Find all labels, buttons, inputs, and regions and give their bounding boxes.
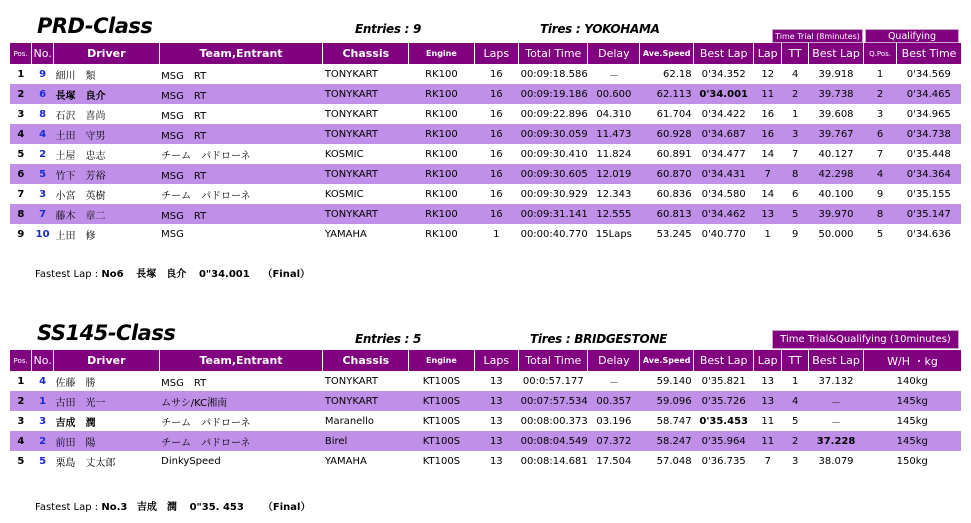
cell-laps: 16 (489, 188, 503, 200)
cell-q-pos: 3 (876, 108, 884, 120)
cell-lap: 1 (764, 228, 771, 240)
cell-delay: 00.357 (588, 391, 640, 411)
cell-driver: 土田 守男 (54, 124, 160, 144)
cell-best-lap: 0'34.580 (701, 188, 746, 200)
table-row (10, 144, 961, 164)
prd-qualifying-header: Qualifying (865, 29, 959, 43)
cell-weight: 145kg (896, 415, 928, 427)
cell-chassis: Birel (323, 431, 409, 451)
cell-q-pos: 8 (864, 204, 897, 224)
col-laps: Laps (474, 350, 519, 371)
cell-engine: RK100 (425, 228, 458, 240)
cell-total-time: 00:09:18.586 (520, 68, 588, 80)
cell-tt-best-lap: 39.918 (818, 68, 854, 80)
cell-chassis: TONYKART (323, 204, 409, 224)
col-engine: Engine (409, 350, 474, 371)
table-row (10, 204, 961, 224)
cell-team: MSG RT (159, 204, 323, 224)
cell-best-time: 0'35.448 (906, 148, 951, 160)
table-row (10, 184, 961, 204)
cell-laps: 16 (489, 108, 503, 120)
cell-best-time: 0'35.155 (906, 188, 951, 200)
col-delay: Delay (588, 350, 640, 371)
cell-laps: 16 (474, 84, 519, 104)
cell-pos: 2 (10, 391, 32, 411)
table-row (10, 84, 961, 104)
cell-pos: 4 (10, 124, 32, 144)
cell-best-lap: 0'35.821 (701, 375, 746, 387)
cell-tt-best-lap: － (809, 391, 864, 411)
cell-delay: 12.019 (588, 164, 640, 184)
table-row (10, 224, 961, 244)
cell-lap: 13 (761, 375, 775, 387)
cell-delay: － (608, 377, 619, 389)
cell-tt: 1 (791, 108, 799, 120)
cell-best-time: 0'34.636 (906, 228, 951, 240)
cell-pos: 9 (17, 228, 25, 240)
cell-best-lap: 0'34.687 (694, 124, 754, 144)
cell-ave-speed: 57.048 (656, 455, 692, 467)
cell-lap: 13 (754, 204, 782, 224)
cell-best-lap: 0'35.453 (699, 415, 748, 427)
cell-tt-best-lap: 40.100 (818, 188, 854, 200)
cell-best-lap: 0'34.352 (701, 68, 746, 80)
table-row (10, 391, 961, 411)
cell-driver: 佐藤 勝 (55, 377, 96, 389)
cell-no: 6 (32, 84, 54, 104)
cell-delay: 00.600 (588, 84, 640, 104)
cell-best-lap: 0'34.462 (694, 204, 754, 224)
col-tt: TT (782, 350, 809, 371)
cell-chassis: TONYKART (324, 375, 378, 387)
col-weight: W/H ・kg (864, 350, 962, 371)
cell-tt-best-lap: 39.970 (809, 204, 864, 224)
cell-pos: 5 (17, 148, 25, 160)
cell-total-time: 00:09:30.410 (520, 148, 588, 160)
col-best-lap: Best Lap (694, 350, 754, 371)
fastest-driver: 長塚 良介 (136, 269, 187, 280)
cell-lap: 11 (754, 84, 782, 104)
cell-team: MSG RT (159, 124, 323, 144)
fastest-label: Fastest Lap : (35, 502, 102, 513)
cell-laps: 13 (474, 391, 519, 411)
cell-ave-speed: 60.870 (640, 164, 694, 184)
cell-pos: 1 (17, 68, 25, 80)
cell-chassis: TONYKART (323, 164, 409, 184)
ss145-results-table (10, 350, 961, 471)
cell-weight: 145kg (864, 431, 962, 451)
cell-driver: 石沢 喜尚 (55, 110, 106, 122)
cell-best-time: 0'34.465 (897, 84, 961, 104)
cell-chassis: TONYKART (323, 84, 409, 104)
cell-tt: 5 (782, 204, 809, 224)
ss145-header-row (10, 350, 961, 371)
cell-delay: 03.196 (596, 415, 632, 427)
cell-total-time: 00:09:22.896 (520, 108, 588, 120)
cell-weight: 140kg (896, 375, 928, 387)
fastest-time: 0"34.001 (198, 269, 250, 280)
cell-tt-best-lap: 42.298 (809, 164, 864, 184)
cell-best-time: 0'34.965 (906, 108, 951, 120)
cell-no: 7 (32, 204, 54, 224)
cell-tt: 1 (791, 375, 799, 387)
fastest-no: No6 (101, 269, 124, 280)
cell-best-lap: 0'35.964 (694, 431, 754, 451)
cell-engine: RK100 (409, 204, 474, 224)
cell-tt: 5 (791, 415, 799, 427)
cell-team: チーム パドローネ (161, 190, 251, 202)
ss145-entries: Entries : 5 (355, 332, 421, 346)
cell-no: 3 (39, 188, 47, 200)
cell-weight: 145kg (864, 391, 962, 411)
cell-chassis: TONYKART (324, 68, 378, 80)
cell-ave-speed: 53.245 (656, 228, 692, 240)
cell-q-pos: 7 (876, 148, 884, 160)
cell-delay: 15Laps (595, 228, 632, 240)
col-q-pos: Q.Pos. (864, 43, 897, 64)
cell-engine: RK100 (425, 148, 458, 160)
cell-tt: 2 (782, 84, 809, 104)
cell-laps: 13 (489, 375, 503, 387)
cell-lap: 11 (754, 431, 782, 451)
cell-laps: 16 (489, 68, 503, 80)
cell-lap: 16 (761, 108, 775, 120)
cell-best-time: 0'34.364 (897, 164, 961, 184)
cell-lap: 13 (754, 391, 782, 411)
cell-tt: 4 (782, 391, 809, 411)
cell-no: 10 (35, 228, 50, 240)
prd-header-row (10, 43, 961, 64)
cell-total-time: 00:09:31.141 (519, 204, 588, 224)
table-row (10, 411, 961, 431)
cell-chassis: YAMAHA (324, 455, 367, 467)
cell-delay: 04.310 (596, 108, 632, 120)
cell-laps: 13 (474, 431, 519, 451)
cell-chassis: TONYKART (323, 124, 409, 144)
cell-engine: RK100 (425, 188, 458, 200)
cell-engine: RK100 (409, 84, 474, 104)
table-row (10, 124, 961, 144)
cell-q-pos: 4 (864, 164, 897, 184)
cell-no: 8 (39, 108, 47, 120)
cell-lap: 7 (764, 455, 771, 467)
cell-tt: 6 (791, 188, 799, 200)
cell-best-time: 0'34.569 (906, 68, 951, 80)
cell-no: 3 (39, 415, 47, 427)
cell-total-time: 00:00:40.770 (520, 228, 588, 240)
cell-pos: 3 (17, 415, 25, 427)
col-tt-best-lap: Best Lap (809, 350, 864, 371)
col-laps: Laps (474, 43, 519, 64)
cell-delay: 12.555 (588, 204, 640, 224)
fastest-driver: 吉成 潤 (136, 502, 177, 513)
cell-tt: 3 (782, 124, 809, 144)
cell-team: MSG RT (161, 70, 207, 82)
cell-total-time: 00:07:57.534 (519, 391, 588, 411)
cell-delay: 17.504 (596, 455, 632, 467)
cell-team: MSG (161, 228, 184, 240)
col-delay: Delay (588, 43, 640, 64)
cell-chassis: YAMAHA (324, 228, 367, 240)
cell-pos: 8 (10, 204, 32, 224)
cell-engine: KT100S (409, 431, 474, 451)
cell-pos: 5 (17, 455, 25, 467)
col-lap: Lap (754, 350, 782, 371)
col-ave-speed: Ave.Speed (640, 43, 694, 64)
cell-lap: 14 (761, 188, 775, 200)
col-best-lap: Best Lap (694, 43, 754, 64)
cell-lap: 12 (761, 68, 775, 80)
fastest-note: （Final） (262, 502, 311, 513)
cell-tt: 4 (791, 68, 799, 80)
cell-tt-best-lap: 37.132 (818, 375, 854, 387)
prd-fastest-lap (35, 265, 310, 280)
table-row (10, 64, 961, 84)
cell-ave-speed: 58.747 (656, 415, 692, 427)
cell-best-time: 0'35.147 (897, 204, 961, 224)
cell-pos: 7 (17, 188, 25, 200)
cell-engine: KT100S (422, 455, 461, 467)
cell-best-time: 0'34.738 (897, 124, 961, 144)
cell-total-time: 00:09:30.605 (519, 164, 588, 184)
col-ave-speed: Ave.Speed (640, 350, 694, 371)
cell-total-time: 00:09:19.186 (519, 84, 588, 104)
cell-no: 9 (39, 68, 47, 80)
cell-laps: 13 (489, 415, 503, 427)
cell-no: 2 (39, 148, 47, 160)
col-driver: Driver (54, 350, 160, 371)
cell-delay: 07.372 (588, 431, 640, 451)
cell-delay: 12.343 (596, 188, 632, 200)
col-team: Team,Entrant (159, 43, 323, 64)
cell-driver: 小宮 英樹 (55, 190, 106, 202)
cell-driver: 竹下 芳裕 (54, 164, 160, 184)
cell-tt-best-lap: 39.738 (809, 84, 864, 104)
ss145-tt-qualifying-header: Time Trial&Qualifying (10minutes) (772, 330, 959, 349)
cell-laps: 16 (489, 148, 503, 160)
cell-laps: 16 (474, 204, 519, 224)
cell-best-lap: 0'34.422 (701, 108, 746, 120)
ss145-fastest-lap (35, 498, 310, 513)
cell-delay: 11.824 (596, 148, 632, 160)
cell-best-lap: 0'34.001 (694, 84, 754, 104)
cell-pos: 1 (17, 375, 25, 387)
ss145-tires: Tires : BRIDGESTONE (530, 332, 668, 346)
cell-lap: 11 (761, 415, 775, 427)
prd-time-trial-header: Time Trial (8minutes) (772, 29, 863, 43)
cell-ave-speed: 58.247 (640, 431, 694, 451)
cell-q-pos: 5 (876, 228, 884, 240)
cell-ave-speed: 60.928 (640, 124, 694, 144)
table-row (10, 451, 961, 471)
cell-pos: 2 (10, 84, 32, 104)
ss145-class-title: SS145-Class (37, 321, 176, 345)
cell-team: チーム パドローネ (159, 431, 323, 451)
cell-no: 5 (39, 455, 47, 467)
cell-tt-best-lap: 38.079 (818, 455, 854, 467)
cell-pos: 6 (10, 164, 32, 184)
cell-engine: RK100 (425, 108, 458, 120)
cell-tt-best-lap: 40.127 (818, 148, 854, 160)
cell-delay: 11.473 (588, 124, 640, 144)
cell-laps: 13 (489, 455, 503, 467)
cell-total-time: 00:09:30.059 (519, 124, 588, 144)
col-tt-best-lap: Best Lap (809, 43, 864, 64)
cell-tt: 7 (791, 148, 799, 160)
cell-total-time: 00:08:00.373 (520, 415, 588, 427)
cell-team: MSG RT (161, 377, 207, 389)
cell-tt: 8 (782, 164, 809, 184)
cell-engine: RK100 (409, 124, 474, 144)
cell-team: MSG RT (159, 84, 323, 104)
cell-laps: 16 (474, 164, 519, 184)
cell-chassis: KOSMIC (324, 188, 364, 200)
cell-tt-best-lap: 39.767 (809, 124, 864, 144)
cell-weight: 150kg (896, 455, 928, 467)
cell-chassis: TONYKART (324, 108, 378, 120)
cell-total-time: 00:08:14.681 (520, 455, 588, 467)
cell-driver: 上田 修 (55, 230, 96, 242)
table-row (10, 371, 961, 391)
fastest-no: No.3 (101, 502, 128, 513)
fastest-label: Fastest Lap : (35, 269, 102, 280)
cell-lap: 14 (761, 148, 775, 160)
cell-q-pos: 1 (876, 68, 884, 80)
cell-pos: 4 (10, 431, 32, 451)
cell-tt: 2 (782, 431, 809, 451)
col-total-time: Total Time (519, 350, 588, 371)
col-pos: Pos. (10, 43, 32, 64)
cell-best-lap: 0'34.431 (694, 164, 754, 184)
cell-total-time: 00:08:04.549 (519, 431, 588, 451)
prd-tires: Tires : YOKOHAMA (540, 22, 660, 36)
col-lap: Lap (754, 43, 782, 64)
table-row (10, 104, 961, 124)
cell-tt-best-lap: － (831, 417, 842, 429)
cell-team: MSG RT (159, 164, 323, 184)
cell-total-time: 00:0:57.177 (522, 375, 584, 387)
cell-driver: 藤木 章二 (54, 204, 160, 224)
col-best-time: Best Time (897, 43, 961, 64)
cell-q-pos: 9 (876, 188, 884, 200)
cell-team: チーム パドローネ (161, 417, 251, 429)
col-no: No. (32, 43, 54, 64)
col-no: No. (32, 350, 54, 371)
cell-laps: 16 (474, 124, 519, 144)
col-pos: Pos. (10, 350, 32, 371)
col-chassis: Chassis (323, 350, 409, 371)
cell-best-lap: 0'34.477 (701, 148, 746, 160)
cell-driver: 前田 陽 (54, 431, 160, 451)
cell-driver: 栗島 丈太郎 (55, 457, 116, 469)
col-team: Team,Entrant (159, 350, 323, 371)
cell-no: 2 (32, 431, 54, 451)
cell-pos: 3 (17, 108, 25, 120)
fastest-time: 0"35. 453 (189, 502, 244, 513)
cell-chassis: Maranello (324, 415, 374, 427)
cell-ave-speed: 61.704 (656, 108, 692, 120)
cell-engine: KT100S (409, 391, 474, 411)
cell-tt-best-lap: 39.608 (818, 108, 854, 120)
cell-lap: 7 (754, 164, 782, 184)
cell-tt-best-lap: 37.228 (809, 431, 864, 451)
cell-engine: RK100 (425, 68, 458, 80)
cell-no: 1 (32, 391, 54, 411)
table-row (10, 431, 961, 451)
cell-driver: 細川 類 (55, 70, 96, 82)
cell-team: DinkySpeed (161, 455, 221, 467)
cell-ave-speed: 60.836 (656, 188, 692, 200)
cell-best-lap: 0'40.770 (701, 228, 746, 240)
cell-chassis: KOSMIC (324, 148, 364, 160)
cell-team: MSG RT (161, 110, 207, 122)
cell-lap: 16 (754, 124, 782, 144)
cell-tt: 3 (791, 455, 799, 467)
col-chassis: Chassis (323, 43, 409, 64)
prd-results-table (10, 43, 961, 244)
col-total-time: Total Time (519, 43, 588, 64)
cell-driver: 古田 光一 (54, 391, 160, 411)
cell-engine: KT100S (422, 415, 461, 427)
cell-delay: － (608, 70, 619, 82)
cell-laps: 1 (493, 228, 500, 240)
cell-best-lap: 0'36.735 (701, 455, 746, 467)
cell-ave-speed: 62.113 (640, 84, 694, 104)
prd-class-title: PRD-Class (37, 14, 153, 38)
col-driver: Driver (54, 43, 160, 64)
prd-table-body (10, 64, 961, 244)
cell-driver: 土屋 忠志 (55, 150, 106, 162)
cell-driver: 吉成 潤 (55, 417, 96, 429)
col-engine: Engine (409, 43, 474, 64)
cell-no: 4 (39, 375, 47, 387)
cell-total-time: 00:09:30.929 (520, 188, 588, 200)
cell-tt-best-lap: 50.000 (818, 228, 854, 240)
cell-no: 5 (32, 164, 54, 184)
cell-q-pos: 2 (864, 84, 897, 104)
cell-ave-speed: 59.096 (640, 391, 694, 411)
prd-entries: Entries : 9 (355, 22, 421, 36)
cell-ave-speed: 59.140 (656, 375, 692, 387)
table-row (10, 164, 961, 184)
cell-ave-speed: 60.813 (640, 204, 694, 224)
cell-chassis: TONYKART (323, 391, 409, 411)
cell-engine: RK100 (409, 164, 474, 184)
cell-q-pos: 6 (864, 124, 897, 144)
col-tt: TT (782, 43, 809, 64)
cell-tt: 9 (791, 228, 799, 240)
cell-ave-speed: 62.18 (663, 68, 692, 80)
ss145-table-body (10, 371, 961, 471)
cell-ave-speed: 60.891 (656, 148, 692, 160)
fastest-note: （Final） (262, 269, 311, 280)
cell-no: 4 (32, 124, 54, 144)
cell-engine: KT100S (422, 375, 461, 387)
cell-best-lap: 0'35.726 (694, 391, 754, 411)
cell-team: チーム パドローネ (161, 150, 251, 162)
cell-driver: 長塚 良介 (54, 84, 160, 104)
cell-team: ムサシ/KC湘南 (159, 391, 323, 411)
